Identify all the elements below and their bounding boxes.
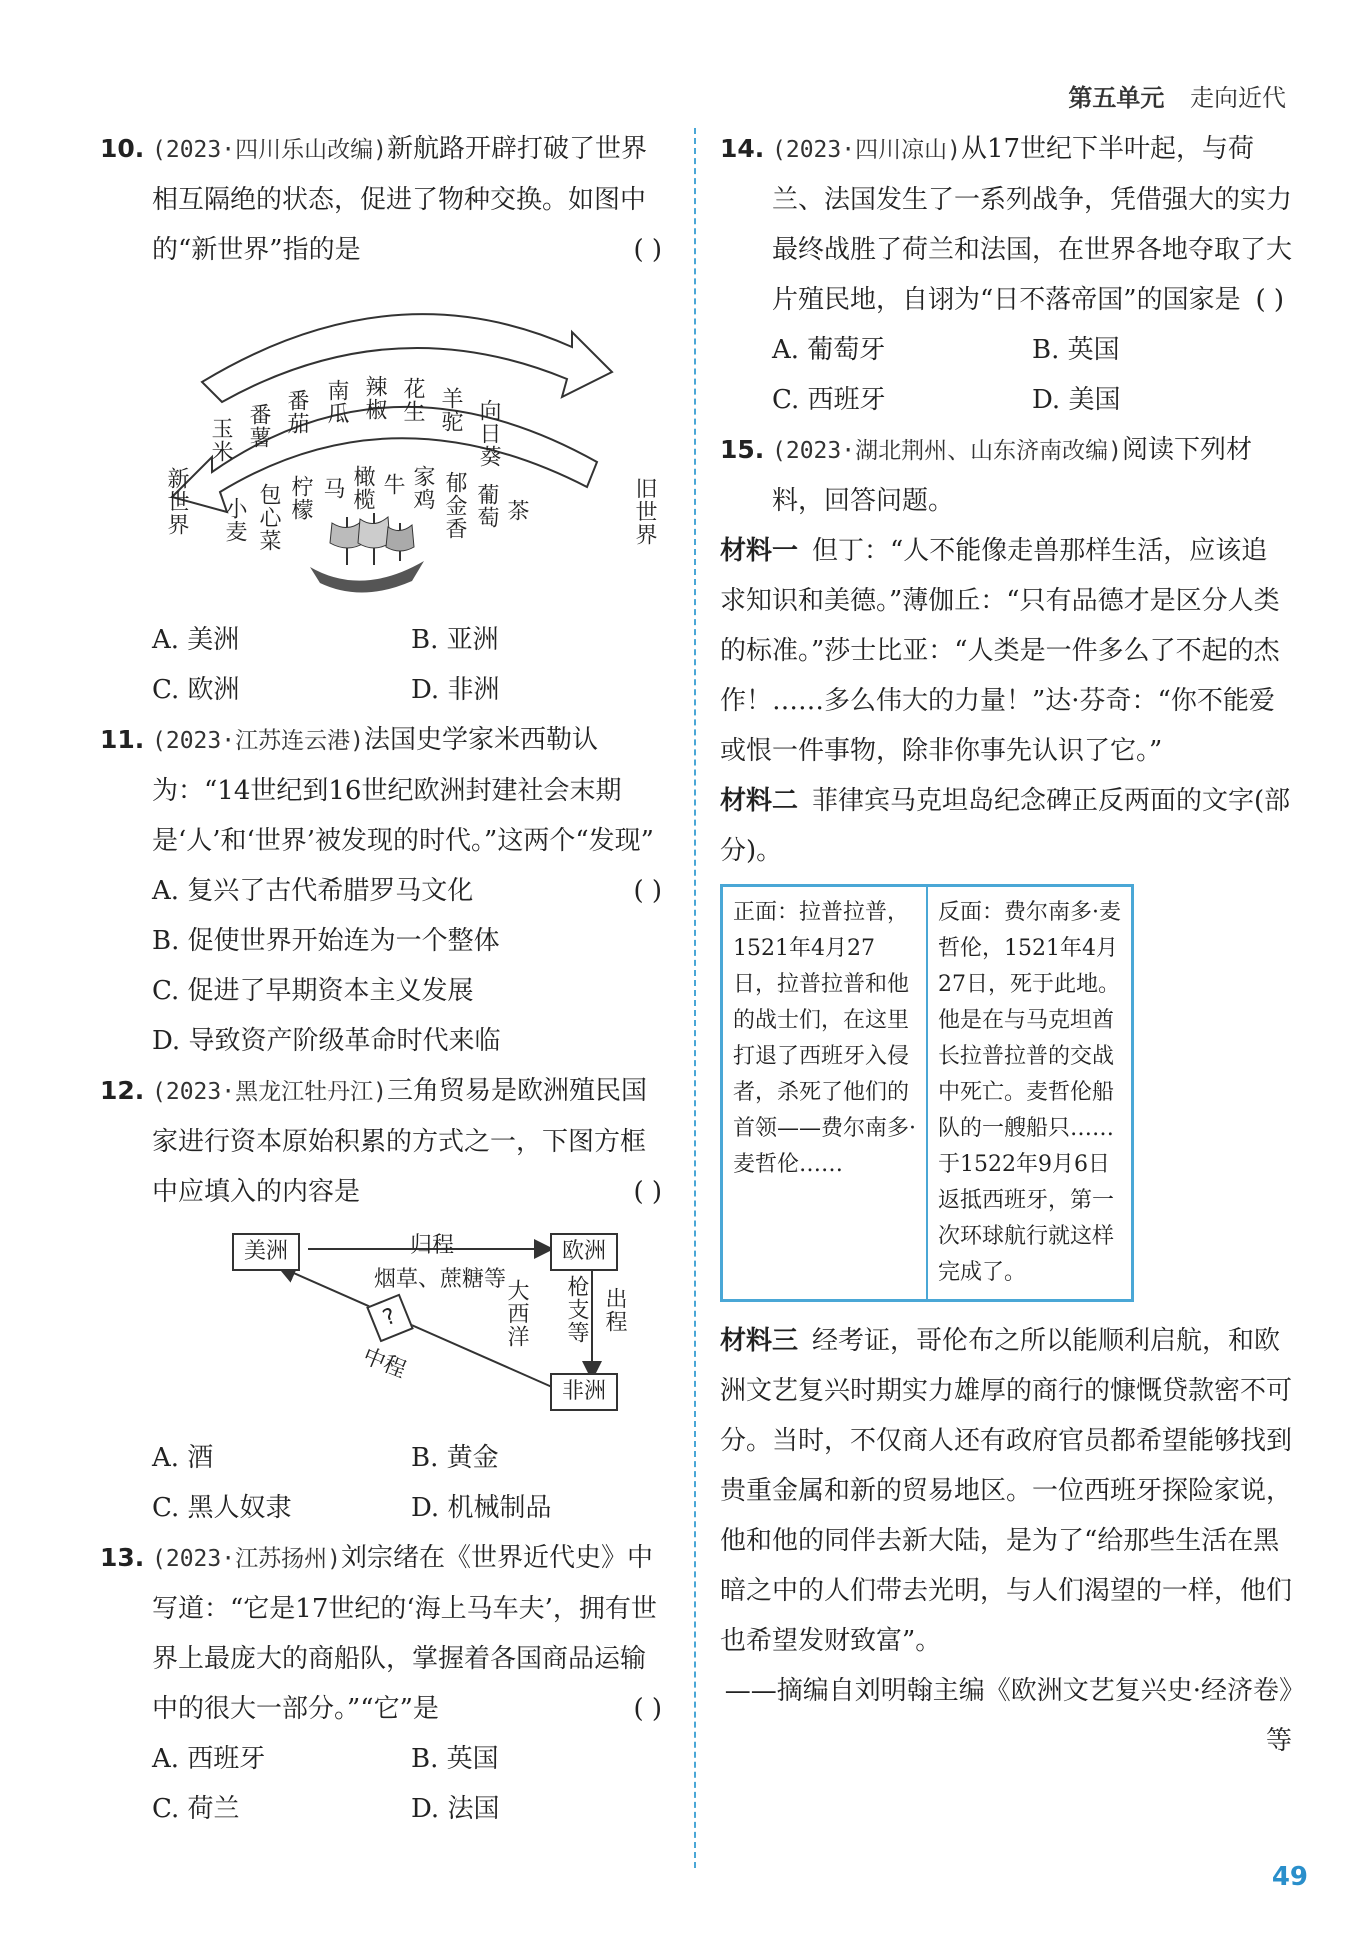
option-d[interactable]: D. 导致资产阶级革命时代来临 — [152, 1026, 501, 1056]
americas-box: 美洲 — [232, 1233, 300, 1271]
top-item: 辣椒 — [362, 375, 387, 421]
question-stem: 三角贸易是欧洲殖民国家进行资本原始积累的方式之一，下图方框中应填入的内容是 — [152, 1076, 647, 1207]
option-d[interactable]: D. 机械制品 — [411, 1493, 552, 1523]
material-3-title: 材料三 — [720, 1326, 799, 1356]
unit-title: 走向近代 — [1190, 84, 1286, 112]
material-2-text: 菲律宾马克坦岛纪念碑正反两面的文字(部分)。 — [720, 786, 1291, 866]
option-d[interactable]: D. 法国 — [411, 1794, 500, 1824]
page-header — [1068, 78, 1286, 113]
option-a[interactable]: A. 美洲 — [152, 625, 240, 655]
options — [152, 1433, 670, 1533]
material-1-title: 材料一 — [720, 536, 799, 566]
answer-blank[interactable]: ( ) — [633, 1694, 662, 1724]
middle-leg-label: 中程 — [359, 1343, 410, 1384]
option-a[interactable]: A. 复兴了古代希腊罗马文化 — [152, 876, 474, 906]
bottom-item: 郁金香 — [442, 471, 467, 540]
bottom-item: 牛 — [380, 473, 405, 496]
question-12 — [100, 1066, 670, 1533]
bottom-item: 葡萄 — [474, 483, 499, 529]
bottom-item: 家鸡 — [410, 465, 435, 511]
option-c[interactable]: C. 促进了早期资本主义发展 — [152, 976, 474, 1006]
question-source: (2023·江苏连云港) — [152, 728, 364, 754]
question-source: (2023·湖北荆州、山东济南改编) — [772, 438, 1122, 464]
question-number: 13. — [100, 1543, 145, 1572]
question-number: 12. — [100, 1076, 145, 1105]
material-2 — [720, 776, 1292, 876]
inscription-front: 正面：拉普拉普，1521年4月27日，拉普拉普和他的战士们，在这里打退了西班牙入侵者，杀死了他们的首领——费尔南多·麦哲伦…… — [722, 886, 928, 1301]
option-d[interactable]: D. 美国 — [1032, 385, 1121, 415]
monument-inscription-table — [720, 884, 1134, 1302]
question-source: (2023·黑龙江牡丹江) — [152, 1079, 387, 1105]
option-a[interactable]: A. 酒 — [152, 1443, 214, 1473]
citation: ——摘编自刘明翰主编《欧洲文艺复兴史·经济卷》等 — [724, 1676, 1292, 1756]
question-14 — [720, 124, 1292, 425]
question-source: (2023·四川凉山) — [772, 137, 961, 163]
unknown-cargo-box[interactable]: ? — [366, 1294, 413, 1343]
bottom-item: 橄榄 — [350, 465, 375, 511]
top-item: 花生 — [400, 377, 425, 423]
left-column — [100, 124, 670, 1834]
new-world-label: 新世界 — [164, 467, 189, 536]
europe-box: 欧洲 — [550, 1233, 618, 1271]
question-stem: 从17世纪下半叶起，与荷兰、法国发生了一系列战争，凭借强大的实力最终战胜了荷兰和法国，在世界各地夺取了大片殖民地，自诩为“日不落帝国”的国家是 — [772, 134, 1293, 315]
top-item: 羊驼 — [438, 387, 463, 433]
top-item: 南瓜 — [324, 379, 349, 425]
option-b[interactable]: B. 黄金 — [411, 1443, 499, 1473]
question-number: 14. — [720, 134, 765, 163]
africa-box: 非洲 — [550, 1373, 618, 1411]
options — [772, 325, 1292, 425]
triangular-trade-figure — [232, 1227, 632, 1427]
question-stem: 阅读下列材料，回答问题。 — [772, 435, 1252, 516]
top-item: 番茄 — [284, 389, 309, 435]
answer-blank[interactable]: ( ) — [633, 876, 662, 906]
option-c[interactable]: C. 黑人奴隶 — [152, 1493, 292, 1523]
bottom-item: 茶 — [504, 499, 529, 522]
right-column — [720, 124, 1292, 1766]
top-item: 番薯 — [246, 403, 271, 449]
material-1-text: 但丁：“人不能像走兽那样生活，应该追求知识和美德。”薄伽丘：“只有品德才是区分人类的标准。”莎士比亚：“人类是一件多么了不起的杰作！……多么伟大的力量！”达·芬奇：“你不能爱或恨一件事物，除非你事先认识了它。” — [720, 536, 1280, 766]
option-b[interactable]: B. 亚洲 — [411, 625, 499, 655]
return-goods-label: 烟草、蔗糖等 — [374, 1267, 507, 1292]
return-leg-label: 归程 — [410, 1233, 455, 1258]
question-source: (2023·四川乐山改编) — [152, 137, 387, 163]
answer-blank[interactable]: ( ) — [633, 235, 662, 265]
option-a[interactable]: A. 西班牙 — [152, 1744, 266, 1774]
material-2-title: 材料二 — [720, 786, 799, 816]
option-c[interactable]: C. 荷兰 — [152, 1794, 240, 1824]
bottom-item: 马 — [320, 477, 345, 500]
sailing-ship-icon — [302, 509, 432, 604]
material-3-text: 经考证，哥伦布之所以能顺利启航，和欧洲文艺复兴时期实力雄厚的商行的慷慨贷款密不可分。当时，不仅商人还有政府官员都希望能够找到贵重金属和新的贸易地区。一位西班牙探险家说，他和他的同伴去新大陆，是为了“给那些生活在黑暗之中的人们带去光明，与人们渴望的一样，他们也希望发财致富”。 — [720, 1326, 1293, 1656]
option-b[interactable]: B. 英国 — [411, 1744, 499, 1774]
outbound-goods-label: 枪支等 — [564, 1275, 589, 1344]
question-stem: 新航路开辟打破了世界相互隔绝的状态，促进了物种交换。如图中的“新世界”指的是 — [152, 134, 647, 265]
material-3 — [720, 1316, 1292, 1666]
answer-blank[interactable]: ( ) — [1255, 285, 1284, 315]
bottom-item: 柠檬 — [288, 475, 313, 521]
options — [152, 615, 670, 715]
option-b[interactable]: B. 促使世界开始连为一个整体 — [152, 926, 500, 956]
question-13 — [100, 1533, 670, 1834]
material-1 — [720, 526, 1292, 776]
question-15 — [720, 425, 1292, 526]
species-exchange-figure — [142, 287, 662, 607]
bottom-item: 包心菜 — [256, 483, 281, 552]
options — [152, 866, 633, 1066]
options — [152, 1734, 670, 1834]
ocean-label: 大西洋 — [504, 1279, 529, 1348]
bottom-item: 小麦 — [222, 497, 247, 543]
outbound-leg-label: 出程 — [602, 1287, 627, 1333]
column-divider — [694, 128, 696, 1868]
question-stem: 刘宗绪在《世界近代史》中写道：“它是17世纪的‘海上马车夫’，拥有世界上最庞大的商船队，掌握着各国商品运输中的很大一部分。”“它”是 — [152, 1543, 657, 1724]
option-d[interactable]: D. 非洲 — [411, 675, 500, 705]
question-stem: 法国史学家米西勒认为：“14世纪到16世纪欧洲封建社会末期是‘人’和‘世界’被发现的时代。”这两个“发现” — [152, 725, 654, 856]
question-number: 11. — [100, 725, 145, 754]
question-number: 15. — [720, 435, 765, 464]
top-item: 玉米 — [208, 417, 233, 463]
inscription-back: 反面：费尔南多·麦哲伦，1521年4月27日，死于此地。他是在与马克坦酋长拉普拉普的交战中死亡。麦哲伦船队的一艘船只……于1522年9月6日返抵西班牙，第一次环球航行就这样完成了。 — [927, 886, 1133, 1301]
answer-blank[interactable]: ( ) — [633, 1177, 662, 1207]
page-number: 49 — [1271, 1862, 1308, 1892]
question-11 — [100, 715, 670, 1066]
question-number: 10. — [100, 134, 145, 163]
option-a[interactable]: A. 葡萄牙 — [772, 335, 886, 365]
unit-label: 第五单元 — [1068, 84, 1165, 112]
old-world-label: 旧世界 — [632, 477, 657, 546]
option-c[interactable]: C. 欧洲 — [152, 675, 240, 705]
option-b[interactable]: B. 英国 — [1032, 335, 1120, 365]
question-10 — [100, 124, 670, 715]
top-item: 向日葵 — [476, 399, 501, 468]
option-c[interactable]: C. 西班牙 — [772, 385, 886, 415]
question-source: (2023·江苏扬州) — [152, 1546, 341, 1572]
